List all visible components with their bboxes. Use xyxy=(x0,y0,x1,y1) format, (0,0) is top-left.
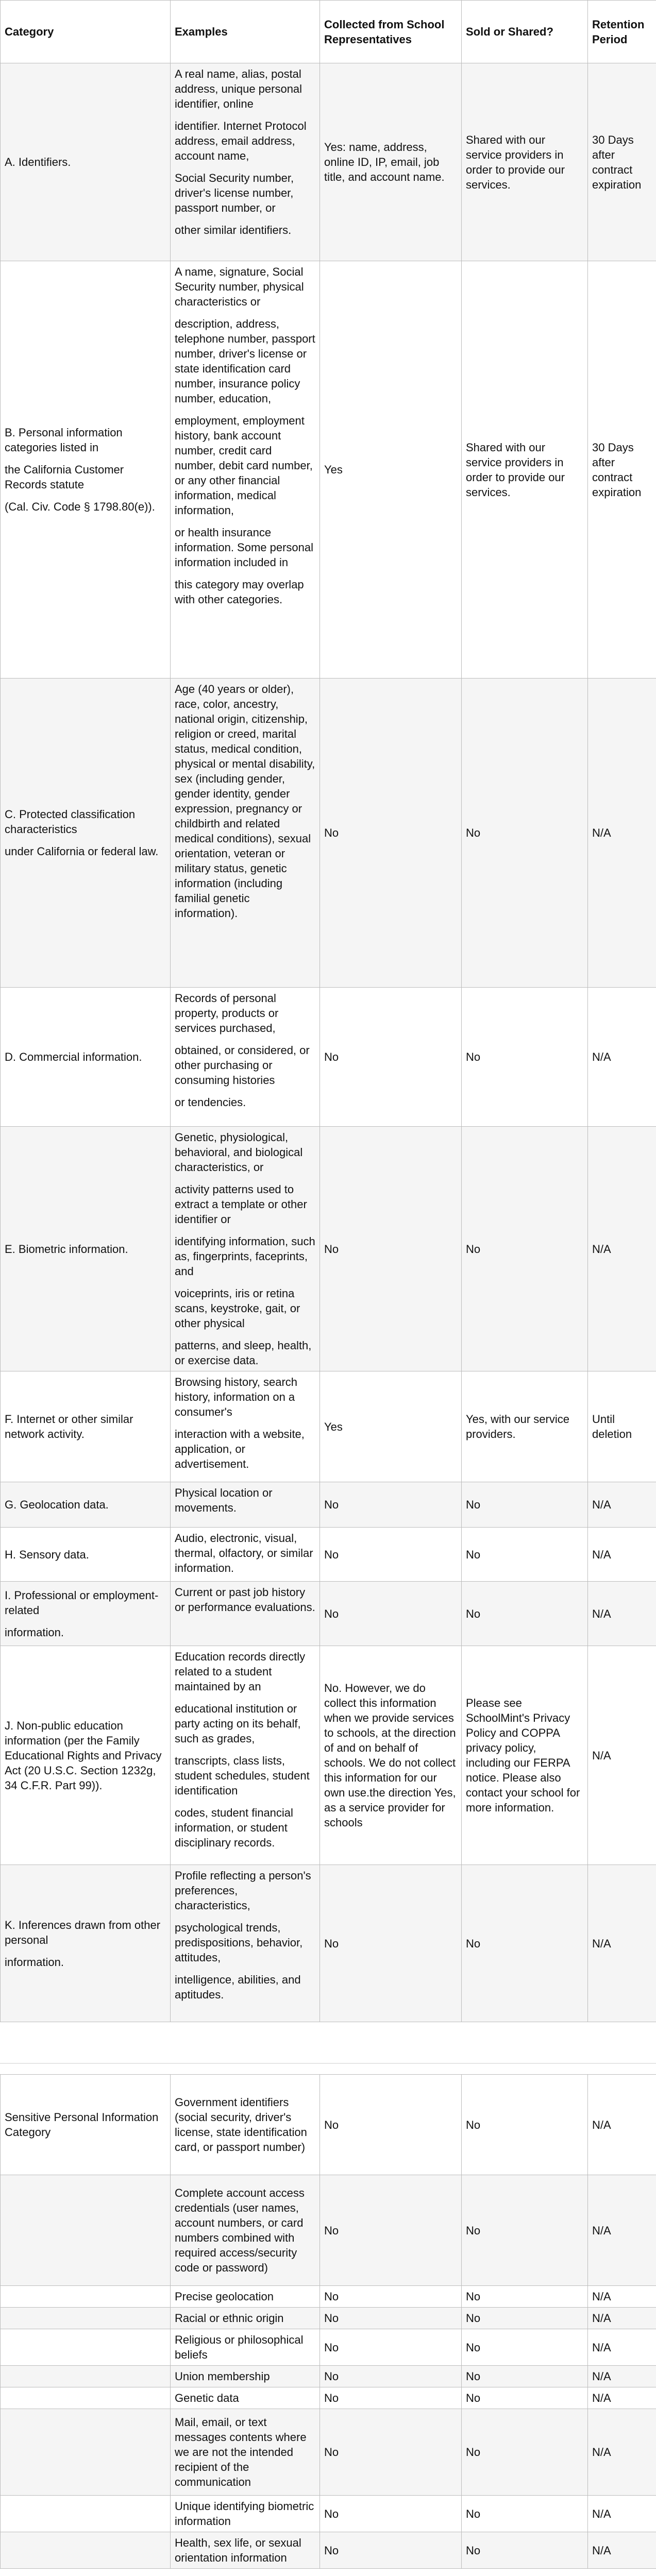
category-text: F. Internet or other similar network activity. xyxy=(5,1413,133,1440)
category-cell xyxy=(1,1371,171,1482)
examples-cell xyxy=(171,1371,320,1482)
sensitive-retention-cell: N/A xyxy=(588,2175,656,2286)
examples-cell xyxy=(171,1646,320,1865)
retention-cell: N/A xyxy=(588,1482,656,1528)
category-text: K. Inferences drawn from other personal xyxy=(5,1918,161,1946)
examples-cell xyxy=(171,1865,320,2022)
examples-text: voiceprints, iris or retina scans, keystroke, gait, or other physical xyxy=(175,1287,300,1330)
category-text: H. Sensory data. xyxy=(5,1548,89,1561)
sensitive-sold-cell: No xyxy=(462,2532,588,2569)
sensitive-sold-cell: No xyxy=(462,2329,588,2366)
sensitive-category-cell xyxy=(1,2532,171,2569)
sensitive-retention-cell: N/A xyxy=(588,2286,656,2308)
category-text: B. Personal information categories listed in xyxy=(5,426,123,454)
category-cell xyxy=(1,1528,171,1582)
table-row xyxy=(1,1528,656,1582)
category-text: information. xyxy=(5,1625,64,1639)
examples-cell xyxy=(171,1582,320,1646)
examples-text: Genetic, physiological, behavioral, and biological characteristics, or xyxy=(175,1131,303,1174)
sensitive-table-row xyxy=(1,2532,656,2569)
sensitive-sold-cell: No xyxy=(462,2175,588,2286)
category-text: the California Customer Records statute xyxy=(5,463,124,491)
collected-cell: No xyxy=(320,1865,462,2022)
sensitive-examples-cell: Union membership xyxy=(171,2366,320,2387)
sensitive-examples-cell: Complete account access credentials (user names, account numbers, or card numbers combined with required access/security code or password) xyxy=(171,2175,320,2286)
collected-cell: No xyxy=(320,1482,462,1528)
sensitive-examples-cell: Government identifiers (social security, driver's license, state identification card, or passport number) xyxy=(171,2075,320,2175)
sensitive-collected-cell: No xyxy=(320,2075,462,2175)
examples-text: codes, student financial information, or student disciplinary records. xyxy=(175,1806,293,1849)
retention-cell: N/A xyxy=(588,1865,656,2022)
retention-cell: N/A xyxy=(588,1582,656,1646)
sensitive-sold-cell: No xyxy=(462,2387,588,2409)
examples-text: psychological trends, predispositions, behavior, attitudes, xyxy=(175,1921,303,1964)
retention-cell: N/A xyxy=(588,679,656,988)
collected-cell: No xyxy=(320,1528,462,1582)
examples-text: A real name, alias, postal address, unique personal identifier, online xyxy=(175,67,302,110)
sensitive-info-table xyxy=(0,2074,656,2569)
sensitive-sold-cell: No xyxy=(462,2286,588,2308)
examples-cell xyxy=(171,63,320,261)
examples-cell xyxy=(171,261,320,679)
sold-shared-cell: No xyxy=(462,1482,588,1528)
category-cell xyxy=(1,679,171,988)
table-row xyxy=(1,1127,656,1371)
examples-text: Records of personal property, products or services purchased, xyxy=(175,992,279,1035)
retention-cell: N/A xyxy=(588,1127,656,1371)
examples-text: Education records directly related to a student maintained by an xyxy=(175,1650,306,1693)
examples-text: or health insurance information. Some personal information included in xyxy=(175,526,314,569)
category-cell xyxy=(1,63,171,261)
retention-cell: N/A xyxy=(588,1646,656,1865)
sensitive-examples-cell: Precise geolocation xyxy=(171,2286,320,2308)
table-row xyxy=(1,1646,656,1865)
sensitive-examples-cell: Health, sex life, or sexual orientation information xyxy=(171,2532,320,2569)
examples-text: employment, employment history, bank account number, credit card number, debit card number, or any other financial information, medical information, xyxy=(175,414,313,517)
category-cell xyxy=(1,1582,171,1646)
retention-cell: Until deletion xyxy=(588,1371,656,1482)
sensitive-category-cell xyxy=(1,2286,171,2308)
table-row xyxy=(1,261,656,679)
table-row xyxy=(1,679,656,988)
category-cell xyxy=(1,261,171,679)
sensitive-category-cell xyxy=(1,2175,171,2286)
collected-cell: No. However, we do collect this information when we provide services to schools, at the direction of and on behalf of schools. We do not collect this information for our own use.the direction Yes, as a service provider for schools xyxy=(320,1646,462,1865)
examples-text: Audio, electronic, visual, thermal, olfactory, or similar information. xyxy=(175,1532,313,1574)
sensitive-table-row xyxy=(1,2387,656,2409)
examples-text: transcripts, class lists, student schedules, student identification xyxy=(175,1754,310,1797)
sensitive-retention-cell: N/A xyxy=(588,2387,656,2409)
examples-text: identifier. Internet Protocol address, email address, account name, xyxy=(175,120,307,162)
sensitive-category-header: Sensitive Personal Information Category xyxy=(1,2075,171,2175)
sold-shared-cell: Shared with our service providers in order to provide our services. xyxy=(462,261,588,679)
sensitive-collected-cell: No xyxy=(320,2175,462,2286)
examples-text: obtained, or considered, or other purchasing or consuming histories xyxy=(175,1044,310,1087)
examples-text: Age (40 years or older), race, color, ancestry, national origin, citizenship, religion or creed, marital status, medical condition, physical or mental disability, sex (including gender, gender identity, gender expression, pregnancy or childbirth and related medical conditions), sexual orientation, veteran or military status, genetic information (including familial genetic information). xyxy=(175,683,315,920)
sensitive-examples-cell: Religious or philosophical beliefs xyxy=(171,2329,320,2366)
collected-cell: No xyxy=(320,988,462,1127)
examples-text: this category may overlap with other categories. xyxy=(175,578,304,606)
examples-text: activity patterns used to extract a template or other identifier or xyxy=(175,1183,307,1226)
sold-shared-cell: No xyxy=(462,1127,588,1371)
sensitive-collected-cell: No xyxy=(320,2286,462,2308)
retention-cell: N/A xyxy=(588,988,656,1127)
sold-shared-cell: Please see SchoolMint's Privacy Policy and COPPA privacy policy, including our FERPA notice. Please also contact your school for more information. xyxy=(462,1646,588,1865)
examples-text: A name, signature, Social Security number, physical characteristics or xyxy=(175,265,304,308)
examples-text: Browsing history, search history, information on a consumer's xyxy=(175,1376,298,1418)
examples-text: Physical location or movements. xyxy=(175,1486,273,1514)
sensitive-sold-cell: No xyxy=(462,2075,588,2175)
sold-shared-cell: No xyxy=(462,988,588,1127)
sensitive-table-row xyxy=(1,2329,656,2366)
collected-cell: Yes: name, address, online ID, IP, email, job title, and account name. xyxy=(320,63,462,261)
sensitive-table-row xyxy=(1,2496,656,2532)
category-cell xyxy=(1,988,171,1127)
examples-text: identifying information, such as, fingerprints, faceprints, and xyxy=(175,1235,315,1278)
category-text: E. Biometric information. xyxy=(5,1242,128,1256)
collected-cell: No xyxy=(320,1582,462,1646)
sensitive-table-row xyxy=(1,2286,656,2308)
collected-cell: No xyxy=(320,1127,462,1371)
table-row xyxy=(1,1582,656,1646)
examples-text: Profile reflecting a person's preferences, characteristics, xyxy=(175,1869,311,1912)
sensitive-table-row xyxy=(1,2308,656,2329)
examples-cell xyxy=(171,1528,320,1582)
section-divider xyxy=(0,2063,656,2064)
sensitive-table-row xyxy=(1,2075,656,2175)
examples-text: description, address, telephone number, passport number, driver's license or state identification card number, insurance policy number, education, xyxy=(175,317,315,405)
sold-shared-cell: Shared with our service providers in order to provide our services. xyxy=(462,63,588,261)
collected-cell: No xyxy=(320,679,462,988)
category-text: I. Professional or employment-related xyxy=(5,1588,159,1617)
collected-cell: Yes xyxy=(320,1371,462,1482)
examples-text: other similar identifiers. xyxy=(175,224,292,236)
examples-text: Social Security number, driver's license number, passport number, or xyxy=(175,172,294,214)
sensitive-retention-cell: N/A xyxy=(588,2366,656,2387)
category-cell xyxy=(1,1865,171,2022)
table-row xyxy=(1,63,656,261)
sensitive-sold-cell: No xyxy=(462,2409,588,2496)
sensitive-retention-cell: N/A xyxy=(588,2308,656,2329)
header-sold-shared: Sold or Shared? xyxy=(462,1,588,63)
examples-text: interaction with a website, application, or advertisement. xyxy=(175,1428,305,1470)
category-text: J. Non-public education information (per the Family Educational Rights and Privacy Act (20 U.S.C. Section 1232g, 34 C.F.R. Part 99)). xyxy=(5,1719,162,1792)
category-cell xyxy=(1,1646,171,1865)
sensitive-retention-cell: N/A xyxy=(588,2532,656,2569)
category-text: G. Geolocation data. xyxy=(5,1498,109,1511)
sensitive-sold-cell: No xyxy=(462,2308,588,2329)
category-text: C. Protected classification characteristics xyxy=(5,808,136,836)
sensitive-sold-cell: No xyxy=(462,2366,588,2387)
category-cell xyxy=(1,1127,171,1371)
sold-shared-cell: Yes, with our service providers. xyxy=(462,1371,588,1482)
examples-text: patterns, and sleep, health, or exercise data. xyxy=(175,1339,312,1367)
sensitive-retention-cell: N/A xyxy=(588,2329,656,2366)
sensitive-category-cell xyxy=(1,2308,171,2329)
header-examples: Examples xyxy=(171,1,320,63)
sold-shared-cell: No xyxy=(462,679,588,988)
examples-text: intelligence, abilities, and aptitudes. xyxy=(175,1973,301,2001)
category-text: under California or federal law. xyxy=(5,845,159,858)
examples-cell xyxy=(171,1482,320,1528)
sensitive-category-cell xyxy=(1,2409,171,2496)
category-text: D. Commercial information. xyxy=(5,1050,142,1063)
examples-text: Current or past job history or performance evaluations. xyxy=(175,1586,315,1614)
header-category: Category xyxy=(1,1,171,63)
sensitive-collected-cell: No xyxy=(320,2496,462,2532)
sold-shared-cell: No xyxy=(462,1528,588,1582)
table-row xyxy=(1,988,656,1127)
sensitive-retention-cell: N/A xyxy=(588,2409,656,2496)
table-row xyxy=(1,1865,656,2022)
sensitive-examples-cell: Racial or ethnic origin xyxy=(171,2308,320,2329)
sensitive-category-cell xyxy=(1,2387,171,2409)
table-row xyxy=(1,1371,656,1482)
category-cell xyxy=(1,1482,171,1528)
sensitive-examples-cell: Mail, email, or text messages contents where we are not the intended recipient of the communication xyxy=(171,2409,320,2496)
sensitive-collected-cell: No xyxy=(320,2329,462,2366)
sensitive-collected-cell: No xyxy=(320,2532,462,2569)
sold-shared-cell: No xyxy=(462,1582,588,1646)
examples-cell xyxy=(171,988,320,1127)
sensitive-collected-cell: No xyxy=(320,2387,462,2409)
sensitive-table-row xyxy=(1,2409,656,2496)
examples-text: educational institution or party acting on its behalf, such as grades, xyxy=(175,1702,301,1745)
sensitive-collected-cell: No xyxy=(320,2366,462,2387)
sensitive-table-row xyxy=(1,2175,656,2286)
sensitive-table-row xyxy=(1,2366,656,2387)
header-retention: Retention Period xyxy=(588,1,656,63)
sensitive-retention-cell: N/A xyxy=(588,2075,656,2175)
sensitive-retention-cell: N/A xyxy=(588,2496,656,2532)
sensitive-category-cell xyxy=(1,2329,171,2366)
retention-cell: N/A xyxy=(588,1528,656,1582)
sensitive-collected-cell: No xyxy=(320,2308,462,2329)
category-text: (Cal. Civ. Code § 1798.80(e)). xyxy=(5,500,155,513)
sensitive-examples-cell: Unique identifying biometric information xyxy=(171,2496,320,2532)
sensitive-category-cell xyxy=(1,2496,171,2532)
retention-cell: 30 Days after contract expiration xyxy=(588,261,656,679)
category-text: A. Identifiers. xyxy=(5,156,71,168)
collected-cell: Yes xyxy=(320,261,462,679)
retention-cell: 30 Days after contract expiration xyxy=(588,63,656,261)
sensitive-collected-cell: No xyxy=(320,2409,462,2496)
sensitive-category-cell xyxy=(1,2366,171,2387)
sold-shared-cell: No xyxy=(462,1865,588,2022)
table-row xyxy=(1,1482,656,1528)
sensitive-sold-cell: No xyxy=(462,2496,588,2532)
examples-cell xyxy=(171,1127,320,1371)
table-header-row xyxy=(1,1,656,63)
header-collected: Collected from School Representatives xyxy=(320,1,462,63)
category-text: information. xyxy=(5,1955,64,1969)
examples-text: or tendencies. xyxy=(175,1096,246,1109)
examples-cell xyxy=(171,679,320,988)
sensitive-examples-cell: Genetic data xyxy=(171,2387,320,2409)
